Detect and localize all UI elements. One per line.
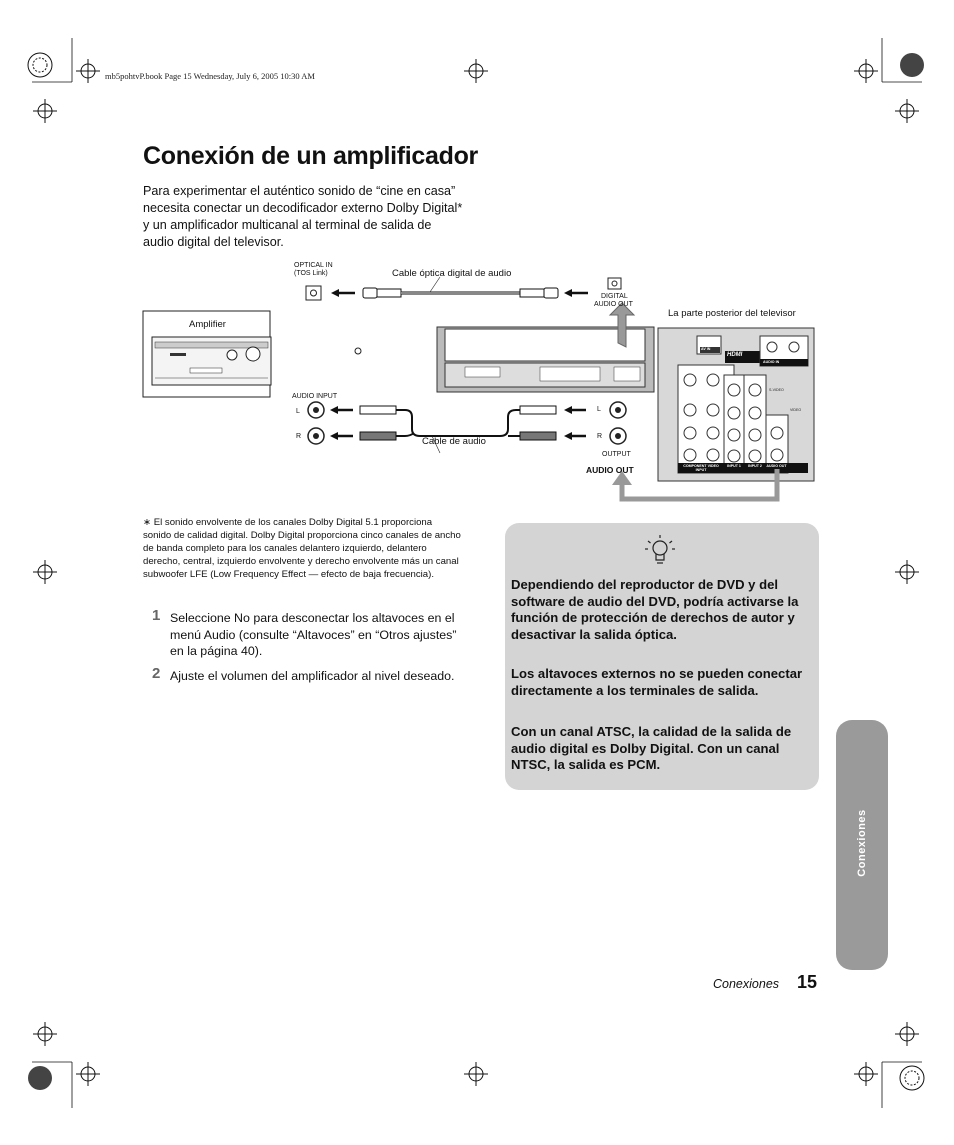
side-tab-label: Conexiones [856,809,868,877]
panel-audio-out-label: AUDIO OUT [766,464,787,468]
audio-output-right-label: R [597,433,603,440]
page-title: Conexión de un amplificador [143,142,478,170]
optical-in-sub-label: (TOS Link) [294,270,328,277]
footer-section-name: Conexiones [713,977,780,991]
audio-input-right-label: R [296,433,302,440]
digital-audio-out-label-2: AUDIO OUT [594,301,633,308]
audio-input-label: AUDIO INPUT [292,393,338,400]
tv-back-label: La parte posterior del televisor [668,308,796,319]
panel-input2-label: INPUT 2 [748,464,762,468]
step-text: Ajuste el volumen del amplificador al nivel deseado. [170,669,455,683]
intro-paragraph: Para experimentar el auténtico sonido de “cine en casa” necesita conectar un decodificador externo Dolby Digital* y un amplificador multicanal al terminal de salida de audio digital del televisor. [143,184,463,249]
optical-cable-label: Cable óptica digital de audio [392,268,512,279]
panel-component-label: COMPONENT VIDEO INPUT [683,464,719,472]
footnote: ∗ El sonido envolvente de los canales Dolby Digital 5.1 proporciona sonido de calidad digital. Dolby Digital proporciona cinco canales de ancho de banda completo para los canales delantero izquierdo, delantero derecho, central, izquierdo envolvente y derecho envolvente más un canal subwoofer LFE (Low Frequency Effect — efecto de baja frecuencia). [143,517,461,580]
step-1 [152,607,462,660]
output-label: OUTPUT [602,451,631,458]
audio-out-label: AUDIO OUT [586,465,634,475]
panel-svideo-label: S-VIDEO [769,388,784,392]
tip-2: Los altavoces externos no se pueden conectar directamente a los terminales de salida. [511,666,803,698]
page-number: 15 [797,972,818,992]
audio-cable-label: Cable de audio [422,436,486,447]
step-2 [152,665,462,685]
panel-video-label: VIDEO [790,408,802,412]
optical-in-label: OPTICAL IN [294,262,333,269]
step-text: Seleccione No para desconectar los altavoces en el menú Audio (consulte “Altavoces” en “Otros ajustes” en la página 40). [170,611,457,658]
step-number: 2 [152,665,161,682]
digital-audio-out-label-1: DIGITAL [601,293,628,300]
step-number: 1 [152,607,161,624]
lightbulb-icon [642,533,678,569]
panel-input1-label: INPUT 1 [727,464,741,468]
audio-output-left-label: L [597,406,601,413]
tip-3: Con un canal ATSC, la calidad de la salida de audio digital es Dolby Digital. Con un canal NTSC, la salida es PCM. [511,724,792,772]
panel-hdmi-label: HDMI [727,352,743,358]
optical-cable [331,288,588,298]
tv-back-panel [658,328,814,481]
panel-audio-in-label: AUDIO IN [763,360,780,364]
amplifier-label: Amplifier [189,319,226,330]
audio-input-left-label: L [296,408,300,415]
tip-1: Dependiendo del reproductor de DVD y del software de audio del DVD, podría activarse la función de protección de derechos de autor y desactivar la salida óptica. [511,577,799,642]
panel-av-in-label: AV IN [701,347,711,351]
file-info-header: mb5pohtvP.book Page 15 Wednesday, July 6, 2005 10:30 AM [105,71,315,81]
